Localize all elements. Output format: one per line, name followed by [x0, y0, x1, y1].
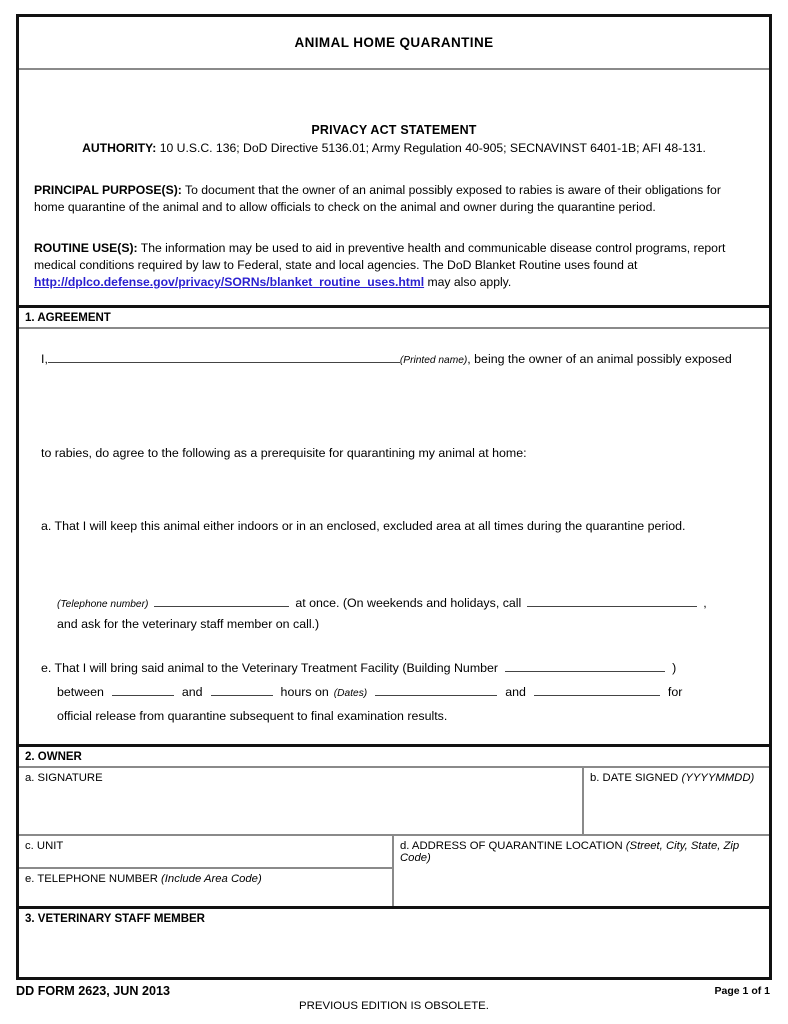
principal-purpose-paragraph: [34, 182, 754, 216]
principal-purpose-text: To document that the owner of an animal possibly exposed to rabies is aware of their obligations for home quarantine of the animal and to allow officials to check on the animal and owner during the quarantine period.: [34, 182, 721, 214]
agreement-owner-tail: , being the owner of an animal possibly exposed: [467, 351, 732, 366]
telephone-number-hint: (Telephone number): [57, 598, 149, 610]
routine-use-label: ROUTINE USE(S):: [34, 241, 138, 256]
agreement-item-e-tail: official release from quarantine subsequent to final examination results.: [57, 708, 448, 723]
signature-cell[interactable]: [19, 768, 584, 836]
previous-edition-notice: PREVIOUS EDITION IS OBSOLETE.: [299, 1000, 489, 1012]
section-1-heading: 1. AGREEMENT: [19, 308, 769, 329]
unit-cell[interactable]: [19, 836, 394, 869]
address-cell-continued[interactable]: [394, 869, 769, 906]
date-start-blank[interactable]: [375, 684, 497, 696]
building-number-blank[interactable]: [505, 660, 665, 672]
form-footer: [16, 984, 772, 1020]
owner-row-telephone: [19, 869, 769, 906]
owner-row-unit: [19, 836, 769, 869]
and-label-1: and: [181, 684, 203, 699]
section-2-heading: 2. OWNER: [19, 747, 769, 768]
agreement-item-e-head: [41, 660, 676, 675]
authority-text: 10 U.S.C. 136; DoD Directive 5136.01; Army Regulation 40-905; SECNAVINST 6401-1B; AFI 48-131.: [156, 141, 706, 155]
agreement-item-a: a. That I will keep this animal either indoors or in an enclosed, excluded area at all times during the quarantine period.: [41, 518, 686, 533]
page-title: ANIMAL HOME QUARANTINE: [294, 35, 494, 50]
item-e-head-text: e. That I will bring said animal to the Veterinary Treatment Facility (Building Number: [41, 660, 499, 675]
owner-telephone-cell[interactable]: [19, 869, 394, 906]
signature-label: a. SIGNATURE: [25, 771, 103, 784]
dates-hint: (Dates): [333, 687, 368, 699]
authority-paragraph: [34, 140, 754, 157]
telephone-mid-text: at once. (On weekends and holidays, call: [295, 595, 522, 610]
date-signed-label: b. DATE SIGNED: [590, 771, 679, 784]
address-label: d. ADDRESS OF QUARANTINE LOCATION: [400, 839, 623, 852]
sorn-blanket-routine-uses-link[interactable]: http://dplco.defense.gov/privacy/SORNs/blanket_routine_uses.html: [34, 275, 425, 290]
privacy-act-heading: PRIVACY ACT STATEMENT: [311, 123, 477, 137]
form-number: DD FORM 2623, JUN 2013: [16, 984, 170, 998]
printed-name-blank[interactable]: [48, 351, 400, 363]
address-format-hint: (Street, City, State, Zip Code): [400, 839, 740, 864]
routine-use-paragraph: [34, 240, 754, 290]
owner-table: [19, 768, 769, 909]
principal-purpose-label: PRINCIPAL PURPOSE(S):: [34, 182, 182, 197]
hours-start-blank[interactable]: [112, 684, 174, 696]
and-label-2: and: [505, 684, 526, 699]
date-signed-cell[interactable]: [584, 768, 769, 836]
agreement-telephone-tail: and ask for the veterinary staff member on call.): [57, 616, 320, 631]
form-border-frame: [16, 14, 772, 980]
section-3-heading: 3. VETERINARY STAFF MEMBER: [25, 912, 205, 925]
for-label: for: [667, 684, 683, 699]
privacy-act-section: [19, 123, 769, 308]
hours-end-blank[interactable]: [211, 684, 273, 696]
section-1-body: [19, 329, 769, 747]
printed-name-hint: (Printed name): [399, 354, 468, 366]
telephone-number-blank[interactable]: [154, 595, 289, 607]
agreement-owner-line: [41, 351, 732, 366]
routine-use-text: The information may be used to aid in preventive health and communicable disease control programs, report medical conditions required by law to Federal, state and local agencies. The DoD Blanket Routine uses found at: [34, 241, 726, 273]
item-e-close-paren: ): [672, 660, 677, 675]
hours-on-label: hours on: [280, 684, 329, 699]
address-cell[interactable]: [394, 836, 769, 869]
agreement-i-label: I,: [41, 351, 48, 366]
unit-label: c. UNIT: [25, 839, 64, 852]
routine-use-tail: may also apply.: [424, 275, 512, 290]
agreement-hours-line: [57, 684, 682, 699]
between-label: between: [57, 684, 104, 699]
telephone-comma: ,: [703, 595, 707, 610]
owner-row-signature: [19, 768, 769, 836]
date-signed-format-hint: (YYYYMMDD): [681, 771, 755, 784]
page-number: Page 1 of 1: [714, 985, 770, 997]
date-end-blank[interactable]: [534, 684, 660, 696]
agreement-telephone-line: [57, 595, 707, 610]
agreement-rabies-line: to rabies, do agree to the following as a prerequisite for quarantining my animal at home:: [41, 445, 527, 460]
weekend-phone-blank[interactable]: [527, 595, 697, 607]
owner-telephone-label: e. TELEPHONE NUMBER: [25, 872, 158, 885]
form-title-band: [19, 17, 769, 70]
owner-telephone-hint: (Include Area Code): [161, 872, 262, 885]
authority-label: AUTHORITY:: [82, 141, 157, 155]
